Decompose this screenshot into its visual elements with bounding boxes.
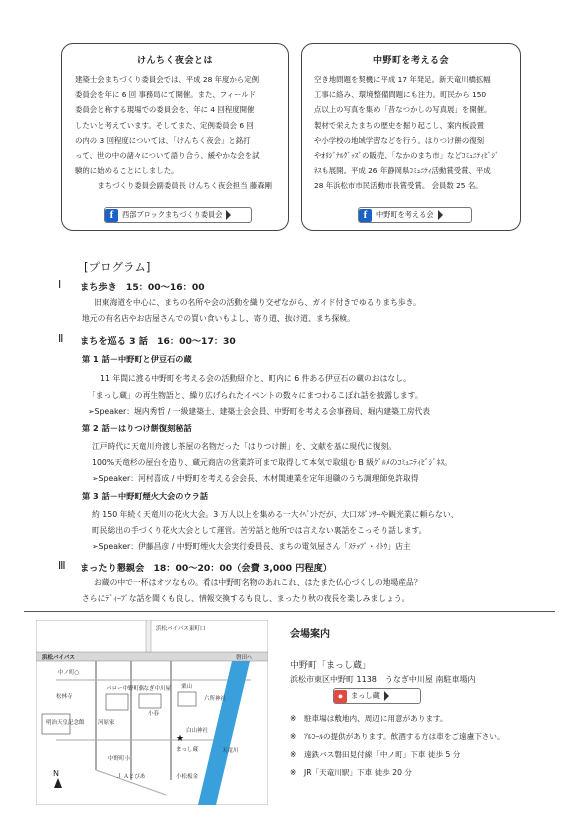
facebook-label-seibu: 西部ブロックまちづくり委員会 — [122, 210, 223, 219]
arrow-icon — [438, 210, 443, 220]
talk-3-line-2: 町民総出の手づくり花火大会として運営。苦労話と他所では言えない裏話をこっそり話します。 — [92, 526, 427, 535]
divider — [24, 611, 555, 612]
venue-heading: 会場案内 — [290, 629, 330, 640]
talk-1-title: 第 1 話－中野町と伊豆石の蔵 — [82, 354, 192, 364]
facebook-label-nakanomachi: 中野町を考える会 — [376, 210, 434, 219]
arrow-icon — [384, 691, 389, 701]
kenchiku-yakai-description: 建築士会まちづくり委員会では、平成 28 年度から定例 委員会を年に 6 回 事務局にて開催。また、フィールド 委員会と称する現場での委員会を、年に 4 回程度開催 したいと考えています。そしてまた、定例委員会 6 回 の内の 3 回程度については、「けんちく夜会」と銘打 って、世の中の諸々について語り合う、緩やかな会を試 験的に始めることにしました。 — [75, 75, 260, 176]
label-nakanomachi-bus: 中ノ町○ — [58, 670, 80, 676]
nakanomachi-kai-title: 中野町を考える会 — [372, 56, 449, 66]
kenchiku-yakai-signature: まちづくり委員会副委員長 けんちく夜会担当 藤森剛 — [97, 181, 272, 191]
talk-1-line-2: 「まっし蔵」の再生物語と、繰り広げられたイベントの数々にまつわるこぼれ話を披露します。 — [88, 391, 423, 400]
label-iwata: 磐田へ — [236, 655, 253, 661]
talk-2-title: 第 2 話－はりつけ餅復刻秘話 — [82, 423, 192, 433]
label-shorinji: 松林寺 — [56, 694, 73, 700]
section-3-line-2: さらにﾃﾞｨｰﾌﾟな話を聞くも良し、情報交換するも良し、まったり秋の夜長を楽しみましょう。 — [82, 594, 410, 603]
kenchiku-yakai-title: けんちく夜会とは — [136, 56, 213, 66]
access-map — [36, 620, 268, 805]
label-rokusho: 六所神社 — [204, 696, 227, 702]
label-kuriyama: 栗山 — [181, 684, 193, 690]
talk-1-speaker: ➢Speaker：堀内秀哲 / 一級建築士、建築士会会員、中野町を考える会事務局、堀内建築工房代表 — [88, 407, 431, 416]
note-parking: ※ 駐車場は敷地内、周辺に用意があります。 — [290, 714, 448, 723]
note-bus: ※ 遠鉄バス磐田見付線「中ノ町」下車 徒歩 5 分 — [290, 750, 461, 759]
talk-2-speaker: ➢Speaker：河村喜成 / 中野町を考える会会長、木材関連業を定年退職のうち調理師免許取得 — [92, 474, 419, 483]
talk-2-line-1: 江戸時代に天竜川舟渡し茶屋の名物だった「はりつけ餅」を、文献を基に現代に復刻。 — [92, 442, 397, 451]
map-pin-link[interactable] — [333, 688, 421, 704]
label-unagi: うなぎ中川屋 — [138, 686, 172, 692]
venue-name: 中野町「まっし蔵」 — [290, 661, 372, 671]
section-1-numeral: Ⅰ — [58, 279, 62, 291]
note-jr: ※ JR「天竜川駅」下車 徒歩 20 分 — [290, 768, 412, 777]
nakanomachi-kai-description: 空き地問題を契機に平成 17 年発足。新天竜川橋拡幅 工事に絡み、環境整備問題にも注力。町民から 150 点以上の写真を集め「昔なつかしの写真展」を開催。 製材で栄えたまちの歴史を掘り起こし、案内板設置 や小学校の地域学習などを行う。はりつけ餅の復刻 やｵﾘｼﾞﾅﾙｸﾞｯｽﾞの販売、「なかのまち市」などｺﾐｭﾆﾃｨﾋﾞｼﾞ ﾈｽも展開。平成 26 年静岡県ｺﾐｭﾆﾃｨ活動賞受賞、平成 28 年浜松市市民活動市長賞受賞。 会員数 25 名。 — [314, 75, 499, 191]
section-1-title: まち歩き 15：00～16：00 — [80, 282, 205, 293]
label-paro: パロー中野町店 — [106, 686, 145, 692]
map-pin-icon: ● — [334, 690, 347, 703]
talk-1-line-1: 11 年間に渡る中野町を考える会の活動紹介と、町内に 6 件ある伊豆石の蔵のおはなし。 — [100, 374, 411, 383]
kenchiku-yakai-box — [61, 43, 289, 231]
section-3-title: まったり懇親会 18：00～20：00（会費 3,000 円程度） — [80, 563, 332, 574]
map-pin-label: まっし蔵 — [351, 691, 380, 700]
nakanomachi-kai-box — [301, 43, 521, 231]
label-memorial: 明治天皇記念館 — [46, 720, 85, 726]
section-2-title: まちを巡る 3 話 16：00～17：30 — [80, 336, 236, 347]
talk-2-line-2: 100%天竜杉の屋台を造り、蔵元商店の営業許可まで取得して本気で取組む B 級ｸﾞﾙﾒのｺﾐｭﾆﾃｨﾋﾞｼﾞﾈｽ。 — [92, 458, 453, 467]
map-svg — [36, 620, 268, 805]
section-1-line-2: 地元の有名店やお店屋さんでの買い食いもよし、寄り道、抜け道、まち探検。 — [82, 314, 355, 323]
venue-star-icon: ★ — [176, 734, 185, 744]
label-school: 中野町小 — [108, 756, 131, 762]
facebook-link-nakanomachi[interactable] — [358, 207, 472, 223]
section-3-line-1: お蔵の中で一杯はオツなもの。肴は中野町名物のあれこれ、はたまた仏心づくしの地場産品？ — [94, 578, 422, 587]
note-alcohol: ※ ｱﾙｺｰﾙの提供があります。飲酒する方は車をご遠慮下さい。 — [290, 732, 505, 741]
section-1-line-1: 旧東海道を中心に、まちの名所や会の活動を織り交ぜながら、ガイド付きでゆるりまち歩き。 — [94, 298, 421, 307]
label-venue: まっし蔵 — [176, 747, 199, 753]
arrow-icon — [226, 210, 231, 220]
label-bypass: 浜松バイパス — [42, 655, 75, 661]
label-bypass-east: 浜松バイパス東町口 — [156, 626, 206, 632]
label-komatsu: 小松板金 — [176, 774, 199, 780]
talk-3-line-1: 約 150 年続く天竜川の花火大会。3 万人以上を集める一大ｲﾍﾞﾝﾄだが、大口ｽﾎﾟﾝｻｰや観光業に頼らない、 — [92, 510, 459, 519]
section-2-numeral: Ⅱ — [58, 333, 64, 345]
talk-3-speaker: ➢Speaker：伊藤昌彦 / 中野町煙火大会実行委員長、まちの電気屋さん「ｽﾃｯﾌﾟ・ｲﾄｳ」店主 — [92, 542, 411, 551]
label-hakusan: 白山神社 — [186, 728, 209, 734]
facebook-link-seibu[interactable] — [104, 207, 252, 223]
facebook-icon: f — [105, 209, 118, 222]
label-kawaharaya: 河原家 — [98, 720, 115, 726]
program-heading: [プログラム] — [84, 260, 151, 274]
talk-3-title: 第 3 話－中野町煙火大会のウラ話 — [82, 491, 209, 501]
facebook-icon: f — [359, 209, 372, 222]
venue-address: 浜松市東区中野町 1138 うなぎ中川屋 南駐車場内 — [290, 675, 476, 684]
section-3-numeral: Ⅲ — [58, 560, 66, 572]
label-tenryu: 天竜川 — [222, 748, 239, 754]
label-koharu: 小春 — [148, 711, 160, 717]
label-ja: Ｊ Ａとぴあ — [116, 774, 146, 780]
label-north: N — [53, 769, 59, 778]
